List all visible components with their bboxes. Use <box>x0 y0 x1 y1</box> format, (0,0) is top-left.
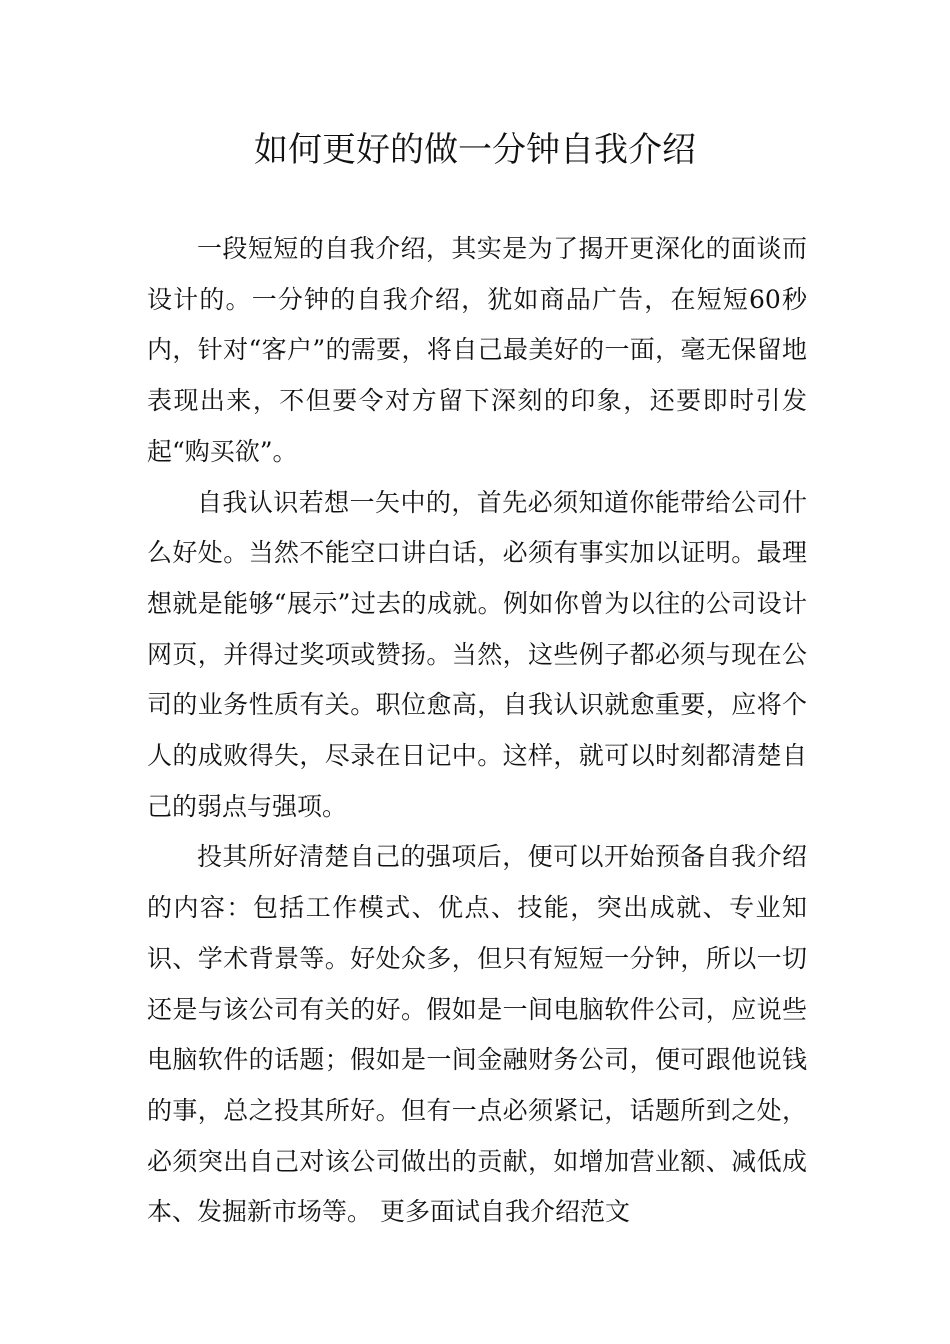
document-body <box>147 224 807 1238</box>
paragraph: 一段短短的自我介绍，其实是为了揭开更深化的面谈而设计的。一分钟的自我介绍，犹如商品广告，在短短60秒内，针对“客户”的需要，将自己最美好的一面，毫无保留地表现出来，不但要令对方留下深刻的印象，还要即时引发起“购买欲”。 <box>147 234 807 466</box>
document-title: 如何更好的做一分钟自我介绍 <box>254 130 696 170</box>
paragraph: 投其所好清楚自己的强项后，便可以开始预备自我介绍的内容：包括工作模式、优点、技能，突出成就、专业知识、学术背景等。好处众多，但只有短短一分钟，所以一切还是与该公司有关的好。假如是一间电脑软件公司，应说些电脑软件的话题；假如是一间金融财务公司，便可跟他说钱的事，总之投其所好。但有一点必须紧记，话题所到之处，必须突出自己对该公司做出的贡献，如增加营业额、减低成本、发掘新市场等。 更多面试自我介绍范文 <box>147 842 807 1227</box>
paragraph: 自我认识若想一矢中的，首先必须知道你能带给公司什么好处。当然不能空口讲白话，必须有事实加以证明。最理想就是能够“展示”过去的成就。例如你曾为以往的公司设计网页，并得过奖项或赞扬。当然，这些例子都必须与现在公司的业务性质有关。职位愈高，自我认识就愈重要，应将个人的成败得失，尽录在日记中。这样，就可以时刻都清楚自己的弱点与强项。 <box>147 487 807 821</box>
